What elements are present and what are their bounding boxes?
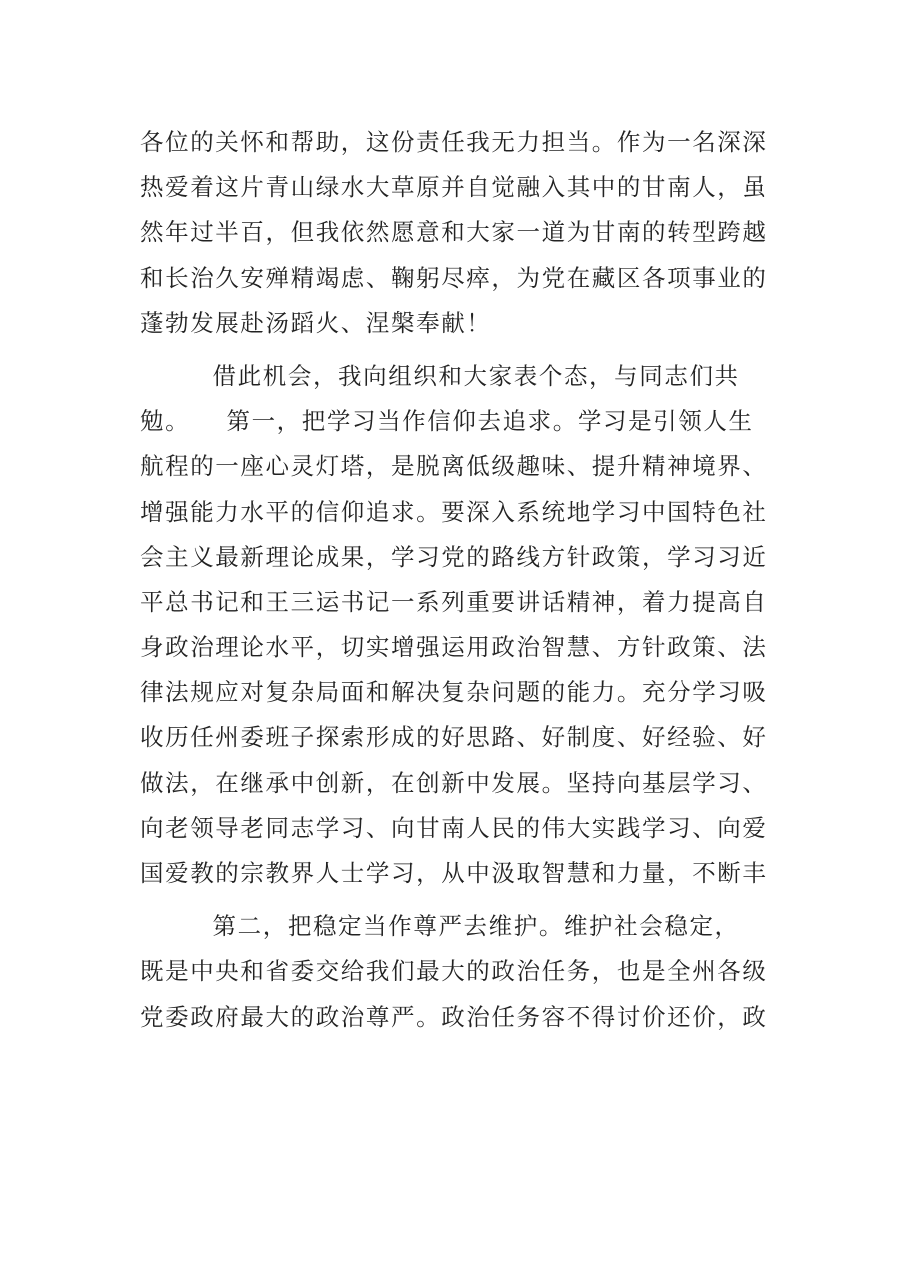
text-line: 身政治理论水平，切实增强运用政治智慧、方针政策、法 (140, 633, 768, 662)
paragraph-2 (140, 354, 772, 896)
text-line: 收历任州委班子探索形成的好思路、好制度、好经验、好 (140, 723, 768, 752)
text-line: 然年过半百，但我依然愿意和大家一道为甘南的转型跨越 (140, 218, 768, 247)
text-line: 勉。 第一，把学习当作信仰去追求。学习是引领人生 (140, 407, 754, 436)
text-line: 借此机会，我向组织和大家表个态，与同志们共 (140, 361, 740, 390)
text-line: 既是中央和省委交给我们最大的政治任务，也是全州各级 (140, 957, 768, 986)
document-body (140, 120, 772, 1040)
text-line: 增强能力水平的信仰追求。要深入系统地学习中国特色社 (140, 497, 768, 526)
text-line: 做法，在继承中创新，在创新中发展。坚持向基层学习、 (140, 768, 768, 797)
text-line: 党委政府最大的政治尊严。政治任务容不得讨价还价，政 (140, 1002, 768, 1031)
text-line: 热爱着这片青山绿水大草原并自觉融入其中的甘南人，虽 (140, 173, 768, 202)
text-line: 平总书记和王三运书记一系列重要讲话精神，着力提高自 (140, 587, 768, 616)
paragraph-1 (140, 120, 772, 346)
paragraph-3 (140, 904, 772, 1040)
paragraph-gap (140, 896, 772, 904)
text-line: 向老领导老同志学习、向甘南人民的伟大实践学习、向爱 (140, 813, 768, 842)
text-line: 会主义最新理论成果，学习党的路线方针政策，学习习近 (140, 542, 768, 571)
text-line: 律法规应对复杂局面和解决复杂问题的能力。充分学习吸 (140, 678, 768, 707)
text-line: 国爱教的宗教界人士学习，从中汲取智慧和力量，不断丰 (140, 859, 768, 887)
text-line: 各位的关怀和帮助，这份责任我无力担当。作为一名深深 (140, 128, 768, 156)
text-line: 第二，把稳定当作尊严去维护。维护社会稳定， (140, 912, 740, 941)
text-line: 和长治久安殚精竭虑、鞠躬尽瘁，为党在藏区各项事业的 (140, 263, 768, 292)
text-line: 航程的一座心灵灯塔，是脱离低级趣味、提升精神境界、 (140, 452, 768, 481)
paragraph-gap (140, 346, 772, 354)
text-line: 蓬勃发展赴汤蹈火、涅槃奉献！ (140, 308, 492, 337)
